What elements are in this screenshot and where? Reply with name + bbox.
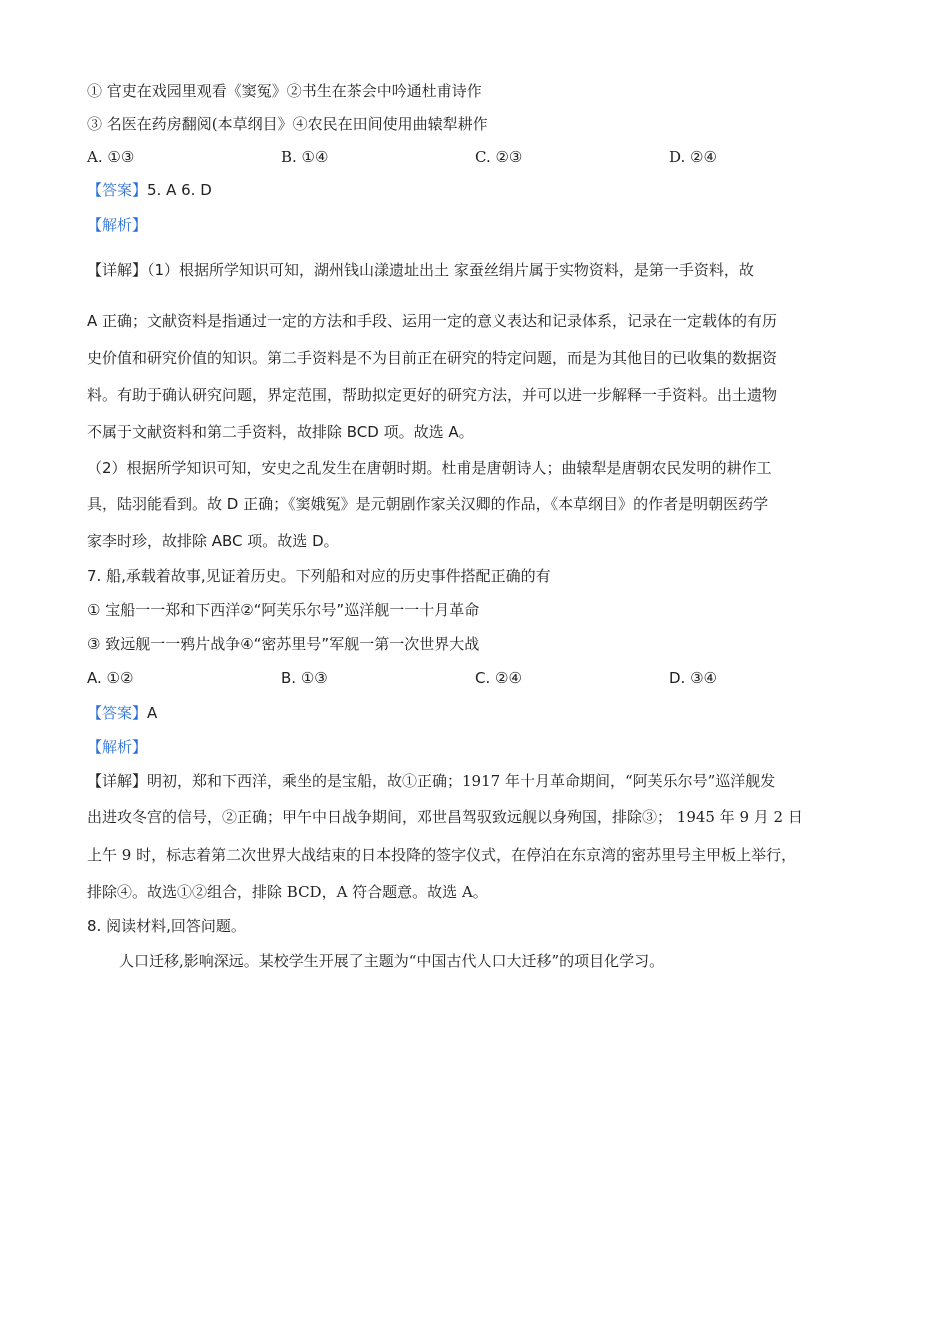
detail-tag: 【详解】 [87, 772, 148, 790]
detail-7-line: 排除④。故选①②组合，排除 BCD，A 符合题意。故选 A。 [87, 883, 488, 901]
answer-text: A [147, 704, 158, 722]
detail-5-6-line: A 正确；文献资料是指通过一定的方法和手段、运用一定的意义表达和记录体系，记录在一定载体的有历 [87, 312, 778, 330]
detail-5-6-p2-line: 具，陆羽能看到。故 D 正确；《窦娥冤》是元朝剧作家关汉卿的作品，《本草纲目》的作者是明朝医药学 [87, 495, 769, 513]
question-8-stem: 8. 阅读材料,回答问题。 [87, 917, 246, 935]
q6-choice-d: D. ②④ [669, 148, 717, 166]
answer-7 [87, 703, 157, 723]
detail-7-line: 上午 9 时，标志着第二次世界大战结束的日本投降的签字仪式，在停泊在东京湾的密苏里号主甲板上举行， [87, 846, 797, 864]
q7-choice-a: A. ①② [87, 669, 134, 687]
detail-7-line: 出进攻冬宫的信号，②正确；甲午中日战争期间，邓世昌驾驭致远舰以身殉国，排除③； 1945 年 9 月 2 日 [87, 808, 803, 826]
answer-5-6 [87, 180, 212, 200]
detail-7-first-line [87, 771, 775, 791]
q6-choice-b: B. ①④ [281, 148, 329, 166]
detail-tag: 【详解】 [87, 261, 148, 279]
question-7-line-2: ③ 致远舰一一鸦片战争④“密苏里号”军舰一第一次世界大战 [87, 635, 480, 653]
detail-5-6-line: 不属于文献资料和第二手资料，故排除 BCD 项。故选 A。 [87, 423, 474, 441]
question-8-material: 人口迁移,影响深远。某校学生开展了主题为“中国古代人口大迁移”的项目化学习。 [119, 952, 665, 970]
q7-choice-c: C. ②④ [475, 669, 522, 687]
detail-5-6-p2-line: （2）根据所学知识可知，安史之乱发生在唐朝时期。杜甫是唐朝诗人；曲辕犁是唐朝农民发明的耕作工 [87, 459, 772, 477]
detail-5-6-p2-line: 家李时珍，故排除 ABC 项。故选 D。 [87, 532, 339, 550]
question-7-stem: 7. 船,承载着故事,见证着历史。下列船和对应的历史事件搭配正确的有 [87, 567, 551, 585]
detail-5-6-line: 史价值和研究价值的知识。第二手资料是不为目前正在研究的特定问题，而是为其他目的已收集的数据资 [87, 349, 778, 367]
answer-tag: 【答案】 [87, 181, 148, 199]
question-7-line-1: ① 宝船一一郑和下西洋②“阿芙乐尔号”巡洋舰一一十月革命 [87, 601, 480, 619]
answer-text: 5. A 6. D [147, 181, 212, 199]
q6-choice-c: C. ②③ [475, 148, 523, 166]
detail-5-6-first-line [87, 260, 754, 280]
q7-choice-b: B. ①③ [281, 669, 328, 687]
answer-tag: 【答案】 [87, 704, 148, 722]
q6-options-line-2: ③ 名医在药房翻阅(本草纲目》④农民在田间使用曲辕犁耕作 [87, 115, 488, 133]
detail-5-6-line: 料。有助于确认研究问题，界定范围，帮助拟定更好的研究方法，并可以进一步解释一手资料。出土遗物 [87, 386, 778, 404]
q6-options-line-1: ① 官吏在戏园里观看《窦冤》②书生在茶会中吟通杜甫诗作 [87, 82, 482, 100]
analysis-tag: 【解析】 [87, 216, 148, 234]
q7-choice-d: D. ③④ [669, 669, 717, 687]
detail-text: 明初，郑和下西洋，乘坐的是宝船，故①正确；1917 年十月革命期间，“阿芙乐尔号”巡洋舰发 [147, 772, 776, 790]
analysis-tag: 【解析】 [87, 738, 148, 756]
detail-text: （1）根据所学知识可知，湖州钱山漾遗址出土 家蚕丝绢片属于实物资料，是第一手资料，故 [147, 261, 754, 279]
q6-choice-a: A. ①③ [87, 148, 135, 166]
